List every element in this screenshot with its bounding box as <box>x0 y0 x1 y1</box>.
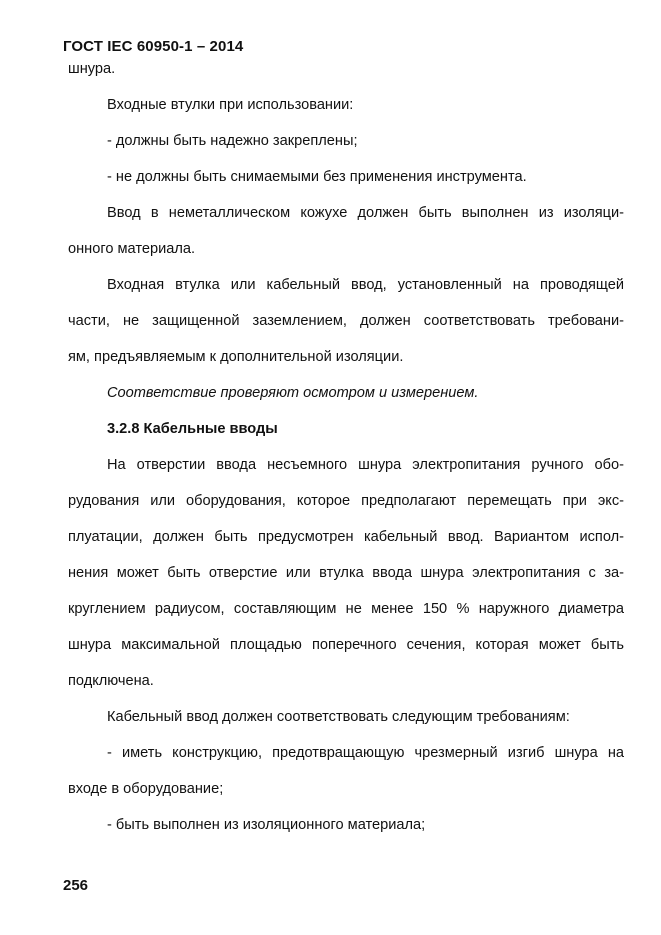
paragraph-line: плуатации, должен быть предусмотрен кабельный ввод. Вариантом испол- <box>68 529 624 545</box>
paragraph-line: входе в оборудование; <box>68 781 224 797</box>
paragraph-line: круглением радиусом, составляющим не менее 150 % наружного диаметра <box>68 601 624 617</box>
compliance-note: Соответствие проверяют осмотром и измерением. <box>107 385 479 401</box>
paragraph-line: шнура максимальной площадью поперечного сечения, которая может быть <box>68 637 624 653</box>
paragraph-line: - иметь конструкцию, предотвращающую чрезмерный изгиб шнура на <box>107 745 624 761</box>
paragraph-line: онного материала. <box>68 241 196 257</box>
paragraph-line: части, не защищенной заземлением, должен соответствовать требовани- <box>68 313 624 329</box>
paragraph-cord-entry <box>68 454 624 692</box>
paragraph-nonmetallic-enclosure <box>68 202 624 260</box>
list-item-fixed: - должны быть надежно закреплены; <box>107 133 358 149</box>
paragraph-bushings-intro: Входные втулки при использовании: <box>107 97 354 113</box>
paragraph-line: подключена. <box>68 673 154 689</box>
paragraph-line: Ввод в неметаллическом кожухе должен быть выполнен из изоляци- <box>107 205 624 221</box>
document-body <box>68 58 624 836</box>
paragraph-line: ям, предъявляемым к дополнительной изоляции. <box>68 349 404 365</box>
paragraph-line: нения может быть отверстие или втулка ввода шнура электропитания с за- <box>68 565 624 581</box>
section-heading: 3.2.8 Кабельные вводы <box>107 421 278 437</box>
paragraph-line: На отверстии ввода несъемного шнура электропитания ручного обо- <box>107 457 624 473</box>
list-item-insulating-material: - быть выполнен из изоляционного материала; <box>107 817 426 833</box>
paragraph-requirements-intro: Кабельный ввод должен соответствовать следующим требованиям: <box>107 709 570 725</box>
paragraph-conductive-part <box>68 274 624 368</box>
list-item-bend-protection <box>68 742 624 800</box>
document-header: ГОСТ IEC 60950-1 – 2014 <box>63 38 244 55</box>
paragraph-line: Входная втулка или кабельный ввод, установленный на проводящей <box>107 277 624 293</box>
list-item-not-removable: - не должны быть снимаемыми без применения инструмента. <box>107 169 527 185</box>
paragraph-continuation: шнура. <box>68 61 116 77</box>
page-number: 256 <box>63 877 89 894</box>
paragraph-line: рудования или оборудования, которое предполагают перемещать при экс- <box>68 493 624 509</box>
